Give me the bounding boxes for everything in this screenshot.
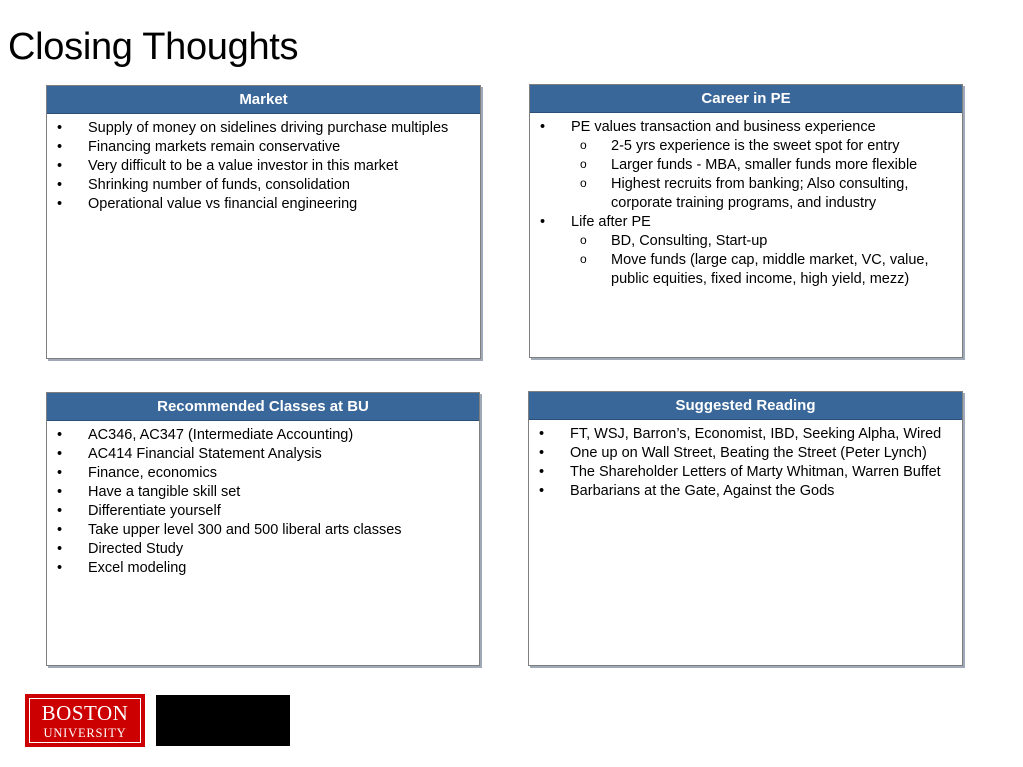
list-item (535, 482, 958, 501)
bullet-marker: • (539, 483, 545, 499)
list-item-text: The Shareholder Letters of Marty Whitman, Warren Buffet (570, 464, 941, 480)
bullet-marker: • (57, 560, 63, 576)
sub-list-item-text: Highest recruits from banking; Also consulting, corporate training programs, and industry (611, 176, 909, 211)
list-item-text: AC414 Financial Statement Analysis (88, 446, 322, 462)
sub-list-item (571, 137, 958, 156)
bullet-marker: • (57, 196, 63, 212)
market-list (53, 119, 476, 214)
bullet-marker: • (539, 445, 545, 461)
list-item (53, 445, 475, 464)
list-item (536, 118, 958, 213)
reading-panel-body (529, 420, 962, 501)
market-panel (46, 85, 481, 359)
list-item (53, 138, 476, 157)
list-item (53, 483, 475, 502)
list-item (53, 157, 476, 176)
sub-bullet-marker: o (580, 138, 587, 152)
bullet-marker: • (57, 446, 63, 462)
reading-panel-header: Suggested Reading (529, 392, 962, 420)
list-item (535, 444, 958, 463)
career-panel-header: Career in PE (530, 85, 962, 113)
logo-line-2: UNIVERSITY (43, 726, 127, 740)
bullet-marker: • (57, 522, 63, 538)
list-item-text: Supply of money on sidelines driving purchase multiples (88, 120, 449, 136)
black-placeholder-box (156, 695, 290, 746)
sub-list-item-text: 2-5 yrs experience is the sweet spot for entry (611, 138, 900, 154)
bullet-marker: • (539, 426, 545, 442)
classes-panel-header: Recommended Classes at BU (47, 393, 479, 421)
sub-bullet-marker: o (580, 252, 587, 266)
list-item-text: Shrinking number of funds, consolidation (88, 177, 350, 193)
sub-list-item (571, 175, 958, 213)
classes-list (53, 426, 475, 578)
list-item-text: Excel modeling (88, 560, 187, 576)
bullet-marker: • (57, 465, 63, 481)
sub-bullet-marker: o (580, 157, 587, 171)
list-item (53, 559, 475, 578)
classes-panel-body (47, 421, 479, 578)
list-item-text: One up on Wall Street, Beating the Street (Peter Lynch) (570, 445, 927, 461)
sub-list-item-text: BD, Consulting, Start-up (611, 233, 768, 249)
reading-panel (528, 391, 963, 666)
list-item-text: Differentiate yourself (88, 503, 221, 519)
list-item-text: Take upper level 300 and 500 liberal arts classes (88, 522, 402, 538)
list-item (53, 464, 475, 483)
list-item-text: Very difficult to be a value investor in this market (88, 158, 399, 174)
classes-panel (46, 392, 480, 666)
list-item (53, 176, 476, 195)
bullet-marker: • (57, 158, 63, 174)
list-item-text: PE values transaction and business experience (571, 119, 876, 135)
career-panel (529, 84, 963, 358)
list-item (536, 213, 958, 289)
sub-list-item-text: Move funds (large cap, middle market, VC, value, public equities, fixed income, high yield, mezz) (611, 252, 929, 287)
market-panel-body (47, 114, 480, 214)
sub-list (571, 232, 958, 289)
career-panel-body (530, 113, 962, 289)
sub-bullet-marker: o (580, 176, 587, 190)
sub-list-item-text: Larger funds - MBA, smaller funds more flexible (611, 157, 918, 173)
list-item-text: Life after PE (571, 214, 651, 230)
slide-title: Closing Thoughts (8, 26, 299, 68)
list-item (53, 521, 475, 540)
sub-list-item (571, 232, 958, 251)
list-item-text: AC346, AC347 (Intermediate Accounting) (88, 427, 354, 443)
boston-university-logo (25, 694, 145, 747)
sub-list (571, 137, 958, 213)
list-item-text: Have a tangible skill set (88, 484, 241, 500)
list-item-text: Directed Study (88, 541, 184, 557)
sub-list-item (571, 156, 958, 175)
bullet-marker: • (57, 177, 63, 193)
list-item-text: Finance, economics (88, 465, 217, 481)
list-item (535, 425, 958, 444)
list-item-text: FT, WSJ, Barron’s, Economist, IBD, Seeking Alpha, Wired (570, 426, 942, 442)
list-item-text: Financing markets remain conservative (88, 139, 341, 155)
list-item (53, 502, 475, 521)
list-item-text: Operational value vs financial engineering (88, 196, 358, 212)
list-item (535, 463, 958, 482)
list-item (53, 540, 475, 559)
bullet-marker: • (539, 464, 545, 480)
market-panel-header: Market (47, 86, 480, 114)
bullet-marker: • (540, 214, 546, 230)
sub-list-item (571, 251, 958, 289)
sub-bullet-marker: o (580, 233, 587, 247)
career-list (536, 118, 958, 289)
logo-line-1: BOSTON (41, 701, 129, 725)
bullet-marker: • (57, 427, 63, 443)
list-item-text: Barbarians at the Gate, Against the Gods (570, 483, 835, 499)
bullet-marker: • (57, 484, 63, 500)
bullet-marker: • (540, 119, 546, 135)
bullet-marker: • (57, 120, 63, 136)
list-item (53, 195, 476, 214)
list-item (53, 119, 476, 138)
list-item (53, 426, 475, 445)
bullet-marker: • (57, 503, 63, 519)
bullet-marker: • (57, 541, 63, 557)
bullet-marker: • (57, 139, 63, 155)
reading-list (535, 425, 958, 501)
